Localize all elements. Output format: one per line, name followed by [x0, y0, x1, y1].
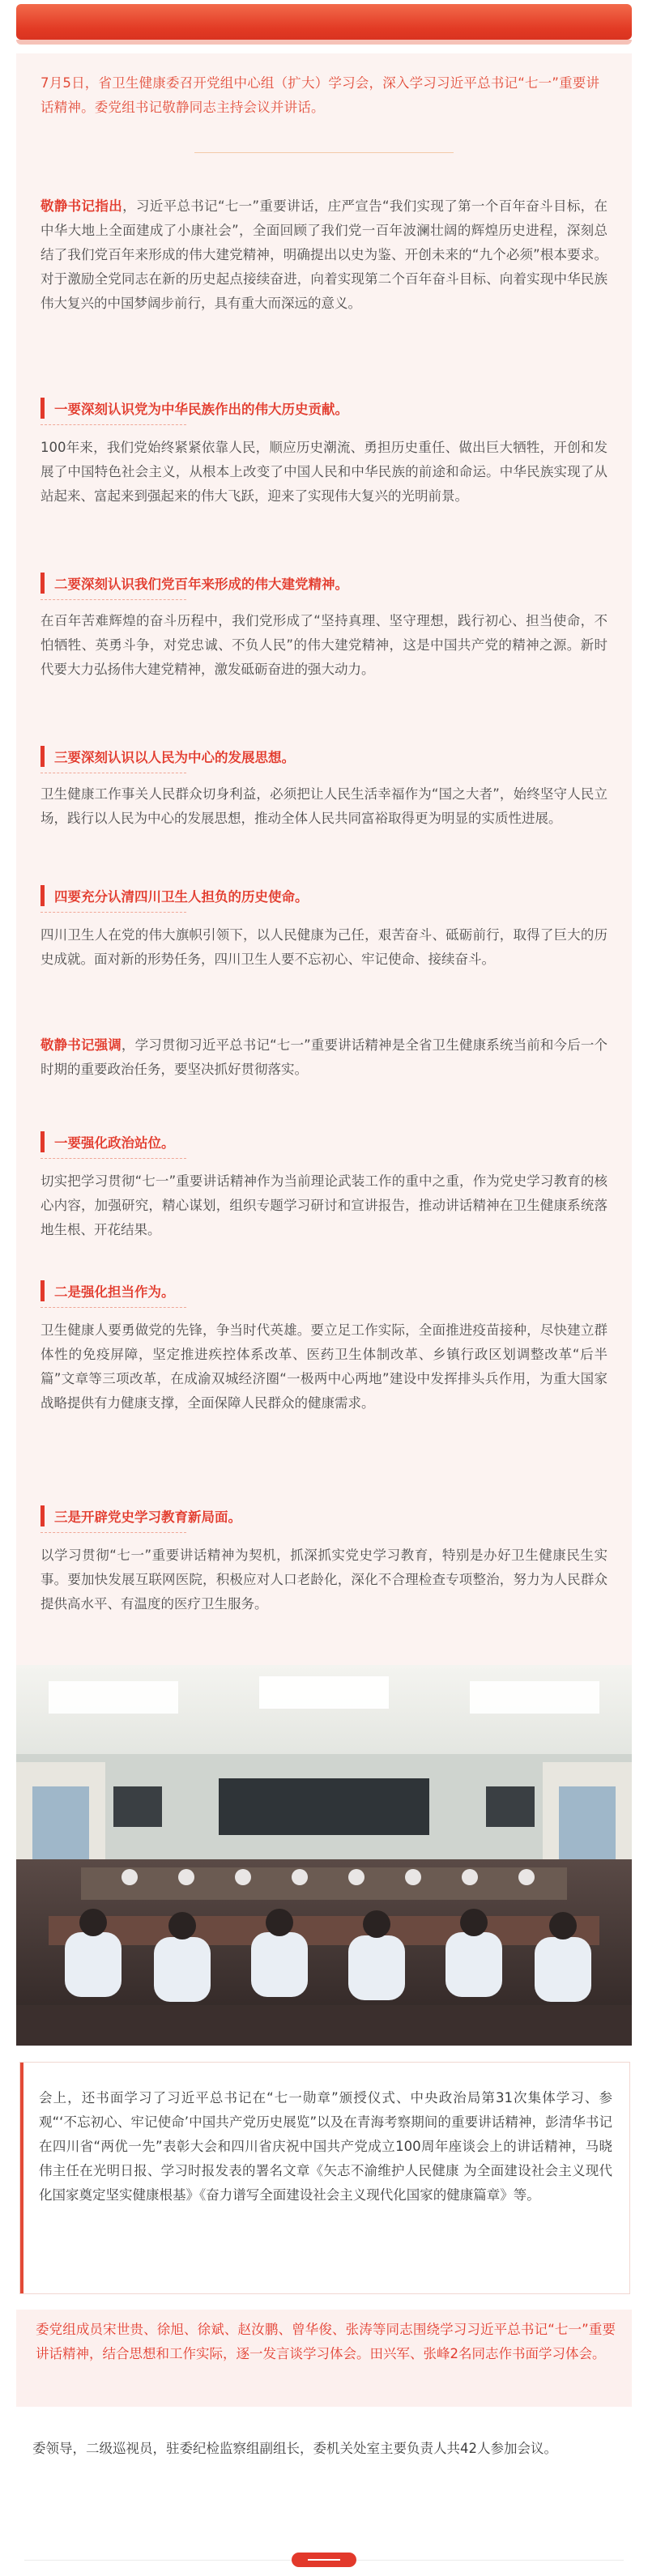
heading-bar — [40, 746, 45, 767]
point2-heading-text: 二要深刻认识我们党百年来形成的伟大建党精神。 — [54, 577, 348, 592]
point3-text: 卫生健康工作事关人民群众切身利益，必须把让人民生活幸福作为“国之大者”，始终坚守人民立场，践行以人民为中心的发展思想，推动全体人民共同富裕取得更为明显的实质性进展。 — [40, 786, 608, 826]
point3-heading-text: 三要深刻认识以人民为中心的发展思想。 — [54, 750, 295, 765]
note-text: 会上，还书面学习了习近平总书记在“七一勋章”颁授仪式、中央政治局第31次集体学习、参观“‘不忘初心、牢记使命’中国共产党历史展览”以及在青海考察期间的重要讲话精神，彭清华书记在四川省“两优一先”表彰大会和四川省庆祝中国共产党成立100周年座谈会上的讲话精神，马晓伟主任在光明日报、学习时报发表的署名文章《矢志不渝维护人民健康 为全面建设社会主义现代化国家奠定坚实健康根基》《奋力谱写全面建设社会主义现代化国家的健康篇章》等。 — [39, 2090, 612, 2203]
point1-heading — [40, 395, 348, 421]
heading-bar — [40, 573, 45, 594]
intro-paragraph: 7月5日，省卫生健康委召开党组中心组（扩大）学习会，深入学习习近平总书记“七一”重要讲话精神。委党组书记敬静同志主持会议并讲话。 — [40, 75, 600, 115]
heading-underline — [40, 1532, 186, 1534]
meeting-room-illustration — [16, 1665, 632, 2046]
heading-underline — [40, 424, 186, 426]
point4-heading — [40, 883, 309, 909]
heading-bar — [40, 398, 45, 419]
point2-1-text: 切实把学习贯彻“七一”重要讲话精神作为当前理论武装工作的重中之重，作为党史学习教育的核心内容，加强研究，精心谋划，组织专题学习研讨和宣讲报告，推动讲话精神在卫生健康系统落地生根、开花结果。 — [40, 1173, 608, 1237]
footer-ornament-line — [308, 2559, 340, 2561]
heading-bar — [40, 885, 45, 906]
footer-ornament — [292, 2553, 356, 2567]
heading-underline — [40, 773, 186, 774]
speakers-text: 委党组成员宋世贵、徐旭、徐斌、赵汝鹏、曾华俊、张涛等同志围绕学习习近平总书记“七一”重要讲话精神，结合思想和工作实际，逐一发言谈学习体会。田兴军、张峰2名同志作书面学习体会。 — [36, 2322, 616, 2361]
point2-3-heading — [40, 1503, 241, 1529]
point2-3-heading-text: 三是开辟党史学习教育新局面。 — [54, 1509, 241, 1525]
point1-heading-text: 一要深刻认识党为中华民族作出的伟大历史贡献。 — [54, 402, 348, 417]
point2-2-heading — [40, 1278, 175, 1304]
point2-3-text: 以学习贯彻“七一”重要讲话精神为契机，抓深抓实党史学习教育，特别是办好卫生健康民生实事。要加快发展互联网医院，积极应对人口老龄化，深化不合理检查专项整治，努力为人民群众提供高水平、有温度的医疗卫生服务。 — [40, 1548, 608, 1612]
point2-2-heading-text: 二是强化担当作为。 — [54, 1284, 175, 1300]
heading-underline — [40, 1307, 186, 1309]
section2-lead: 敬静书记强调 — [40, 1037, 122, 1053]
section1-text: ，习近平总书记“七一”重要讲话，庄严宣告“我们实现了第一个百年奋斗目标，在中华大地上全面建成了小康社会”，全面回顾了我们党一百年波澜壮阔的辉煌历史进程，深刻总结了我们党百年来形成的伟大建党精神，明确提出以史为鉴、开创未来的“九个必须”根本要求。对于激励全党同志在新的历史起点接续奋进，向着实现第二个百年奋斗目标、向着实现中华民族伟大复兴的中国梦阔步前行，具有重大而深远的意义。 — [40, 198, 608, 311]
section2-text: ，学习贯彻习近平总书记“七一”重要讲话精神是全省卫生健康系统当前和今后一个时期的重要政治任务，要坚决抓好贯彻落实。 — [40, 1037, 608, 1077]
meeting-photo — [16, 1665, 632, 2046]
heading-underline — [40, 599, 186, 601]
point3-heading — [40, 743, 295, 769]
section1-lead: 敬静书记指出 — [40, 198, 123, 214]
heading-bar — [40, 1131, 45, 1152]
point2-1-heading — [40, 1129, 175, 1155]
intro-divider — [194, 152, 454, 153]
heading-bar — [40, 1280, 45, 1301]
point4-heading-text: 四要充分认清四川卫生人担负的历史使命。 — [54, 889, 309, 905]
heading-underline — [40, 1158, 186, 1160]
section1-paragraph — [40, 194, 608, 316]
header-banner — [16, 4, 632, 40]
attendees-text: 委领导，二级巡视员，驻委纪检监察组副组长，委机关处室主要负责人共42人参加会议。 — [32, 2441, 557, 2456]
note-stripe — [20, 2063, 23, 2293]
point4-text: 四川卫生人在党的伟大旗帜引领下，以人民健康为己任，艰苦奋斗、砥砺前行，取得了巨大的历史成就。面对新的形势任务，四川卫生人要不忘初心、牢记使命、接续奋斗。 — [40, 927, 608, 967]
point2-heading — [40, 570, 348, 596]
heading-underline — [40, 912, 186, 913]
heading-bar — [40, 1505, 45, 1526]
point2-1-heading-text: 一要强化政治站位。 — [54, 1135, 175, 1151]
section2-paragraph — [40, 1033, 608, 1082]
point2-2-text: 卫生健康人要勇做党的先锋，争当时代英雄。要立足工作实际，全面推进疫苗接种，尽快建立群体性的免疫屏障，坚定推进疾控体系改革、医药卫生体制改革、乡镇行政区划调整改革“后半篇”文章等三项改革，在成渝双城经济圈“一极两中心两地”建设中发挥排头兵作用，为重大国家战略提供有力健康支撑，全面保障人民群众的健康需求。 — [40, 1322, 608, 1411]
point2-text: 在百年苦难辉煌的奋斗历程中，我们党形成了“坚持真理、坚守理想，践行初心、担当使命，不怕牺牲、英勇斗争，对党忠诚、不负人民”的伟大建党精神，这是中国共产党的精神之源。新时代要大力弘扬伟大建党精神，激发砥砺奋进的强大动力。 — [40, 613, 608, 677]
point1-text: 100年来，我们党始终紧紧依靠人民，顺应历史潮流、勇担历史重任、做出巨大牺牲，开创和发展了中国特色社会主义，从根本上改变了中国人民和中华民族的前途和命运。中华民族实现了从站起来、富起来到强起来的伟大飞跃，迎来了实现伟大复兴的光明前景。 — [40, 440, 608, 504]
